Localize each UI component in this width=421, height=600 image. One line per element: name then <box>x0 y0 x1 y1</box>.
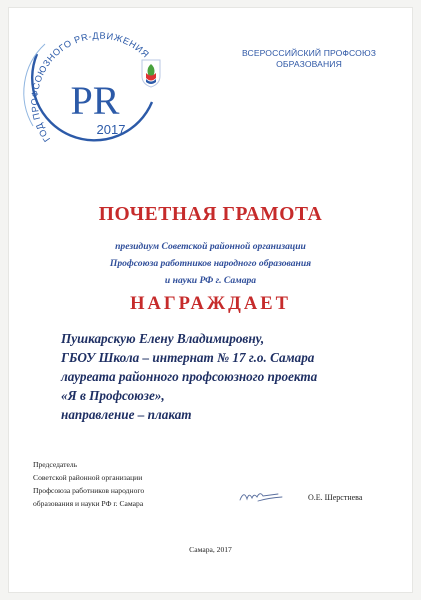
project-direction: направление – плакат <box>61 407 192 422</box>
pr-year-emblem <box>15 14 165 164</box>
place-date: Самара, 2017 <box>189 545 232 554</box>
recipient-block <box>61 329 401 424</box>
recipient-reason: лауреата районного профсоюзного проекта <box>61 369 318 384</box>
issuer-text <box>9 238 412 289</box>
issuer-line: Профсоюза работников народного образования <box>109 258 312 269</box>
union-name-line: ВСЕРОССИЙСКИЙ ПРОФСОЮЗ <box>241 48 377 58</box>
emblem-monogram: PR <box>70 78 120 123</box>
certificate-title: ПОЧЕТНАЯ ГРАМОТА <box>98 204 323 225</box>
chair-line: Советской районной организации <box>33 473 143 482</box>
emblem-year: 2017 <box>96 122 126 137</box>
union-name-line: ОБРАЗОВАНИЯ <box>276 59 342 69</box>
issuer-line: и науки РФ г. Самара <box>164 275 257 286</box>
certificate-sheet <box>9 8 412 592</box>
union-logo-icon <box>140 58 162 88</box>
chair-line: образования и науки РФ г. Самара <box>33 499 144 508</box>
project-name: «Я в Профсоюзе», <box>61 388 165 403</box>
pr-emblem-graphic <box>15 14 165 164</box>
chair-title <box>33 458 233 510</box>
chair-line: Профсоюза работников народного <box>33 486 145 495</box>
recipient-name: Пушкарскую Елену Владимировну, <box>61 331 265 346</box>
signer-name: О.Е. Шерстнева <box>308 493 363 502</box>
union-name <box>214 48 404 70</box>
chair-line: Председатель <box>33 460 78 469</box>
award-heading: НАГРАЖДАЕТ <box>130 294 291 314</box>
issuer-line: президиум Советской районной организации <box>115 241 306 252</box>
handwritten-signature <box>238 486 284 506</box>
emblem-arc-text: ГОД ПРОФСОЮЗНОГО PR-ДВИЖЕНИЯ <box>29 30 152 144</box>
recipient-school: ГБОУ Школа – интернат № 17 г.о. Самара <box>61 350 315 365</box>
